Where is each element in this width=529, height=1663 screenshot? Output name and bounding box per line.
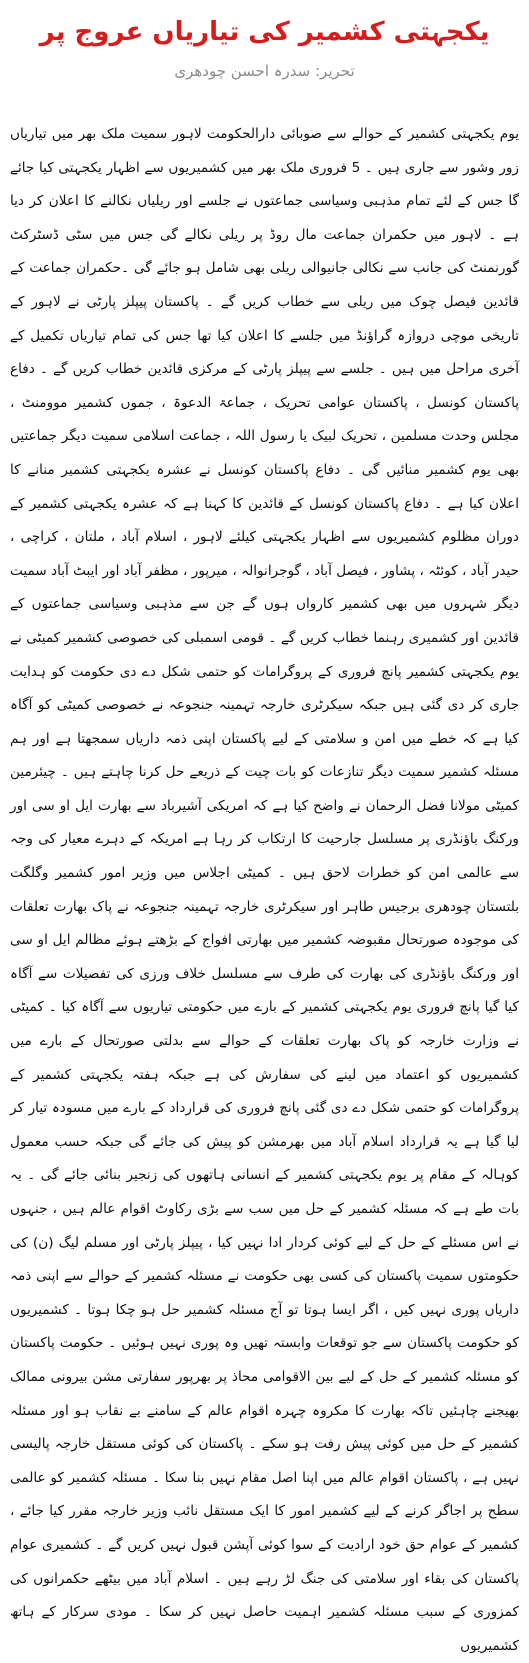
article-headline: یکجہتی کشمیر کی تیاریاں عروج پر [39,17,490,47]
article-paragraph: یوم یکجہتی کشمیر کے حوالے سے صوبائی دارالحکومت لاہور سمیت ملک بھر میں تیاریاں زور وشور سے جاری ہیں ۔ 5 فروری ملک بھر میں کشمیریوں سے اظہار یکجہتی کیا جائے گا جس کے لئے تمام مذہبی وسیاسی جماعتوں نے جلسے اور ریلیاں نکالنے کا اعلان کر دیا ہے ۔ لاہور میں حکمران جماعت مال روڈ پر ریلی نکالے گی جس میں سٹی ڈسٹرکٹ گورنمنٹ کی جانب سے نکالی جانیوالی ریلی بھی شامل ہو جائے گی ۔حکمران جماعت کے قائدین فیصل چوک میں ریلی سے خطاب کریں گے ۔ پاکستان پیپلز پارٹی نے لاہور کے تاریخی موچی دروازہ گراؤنڈ میں جلسے کا اعلان کیا تھا جس کی تمام تیاریاں تکمیل کے آخری مراحل میں ہیں ۔ جلسے سے پیپلز پارٹی کے مرکزی قائدین خطاب کریں گے ۔ دفاع پاکستان کونسل ، پاکستان عوامی تحریک ، جماعۃ الدعوۃ ، جموں کشمیر موومنٹ ، مجلس وحدت مسلمین ، تحریک لبیک یا رسول اللہ ، جماعت اسلامی سمیت دیگر جماعتیں بھی یوم کشمیر منائیں گی ۔ دفاع پاکستان کونسل نے عشرہ یکجہتی کشمیر منانے کا اعلان کیا ہے ۔ دفاع پاکستان کونسل کے قائدین کا کہنا ہے کہ عشرہ یکجہتی کشمیر کے دوران مظلوم کشمیریوں سے اظہار یکجہتی کیلئے لاہور ، اسلام آباد ، ملتان ، کراچی ، حیدر آباد ، کوئٹہ ، پشاور ، فیصل آباد ، گوجرانوالہ ، میرپور ، مظفر آباد اور ایبٹ آباد سمیت دیگر شہروں میں بھی کشمیر کارواں ہوں گے جن سے مذہبی وسیاسی جماعتوں کے قائدین اور کشمیری رہنما خطاب کریں گے ۔ قومی اسمبلی کی خصوصی کشمیر کمیٹی نے یوم یکجہتی کشمیر پانچ فروری کے پروگرامات کو حتمی شکل دے دی حکومت کو ہدایت جاری کر دی گئی ہیں جبکہ سیکرٹری خارجہ تہمینہ جنجوعہ نے خصوصی کمیٹی کو آگاہ کیا ہے کہ خطے میں امن و سلامتی کے لیے پاکستان اپنی ذمہ داریاں سمجھتا ہے اور ہم مسئلہ کشمیر سمیت دیگر تنازعات کو بات چیت کے ذریعے حل کرنا چاہتے ہیں ۔ چیئرمین کمیٹی مولانا فضل الرحمان نے واضح کیا ہے کہ امریکی آشیرباد سے بھارت ایل او سی اور ورکنگ باؤنڈری پر مسلسل جارحیت کا ارتکاب کر رہا ہے امریکہ کے دہرے معیار کی وجہ سے عالمی امن کو خطرات لاحق ہیں ۔ کمیٹی اجلاس میں وزیر امور کشمیر وگلگت بلتستان چودھری برجیس طاہر اور سیکرٹری خارجہ تہمینہ جنجوعہ نے پاک بھارت تعلقات کی موجودہ صورتحال مقبوضہ کشمیر میں بھارتی افواج کے بڑھتے ہوئے مظالم ایل او سی اور ورکنگ باؤنڈری کی بھارت کی طرف سے مسلسل خلاف ورزی کی تفصیلات سے آگاہ کیا گیا پانچ فروری یوم یکجہتی کشمیر کے بارے میں حکومتی تیاریوں سے آگاہ کیا ۔ کمیٹی نے وزارت خارجہ کو پاک بھارت تعلقات کے حوالے سے بدلتی صورتحال کے بارے میں کشمیریوں کو اعتماد میں لینے کی سفارش کی ہے جبکہ ہفتہ یکجہتی کشمیر کے پروگرامات کو حتمی شکل دے دی گئی پانچ فروری کی قرارداد کے بارے میں مسودہ تیار کر لیا گیا ہے یہ قرارداد اسلام آباد میں بھرمشن کو پیش کی جائے گی جبکہ حسب معمول کوہالہ کے مقام پر یوم یکجہتی کشمیر کے انسانی ہاتھوں کی زنجیر بنائی جائے گی ۔ یہ بات طے ہے کہ مسئلہ کشمیر کے حل میں سب سے بڑی رکاوٹ اقوام عالم ہیں ، جنہوں نے اس مسئلے کے حل کے لیے کوئی کردار ادا نہیں کیا ، پیپلز پارٹی اور مسلم لیگ (ن) کی حکومتوں سمیت پاکستان کی کسی بھی حکومت نے مسئلہ کشمیر کے حوالے سے اپنی ذمہ داریاں پوری نہیں کیں ، اگر ایسا ہوتا تو آج مسئلہ کشمیر حل ہو چکا ہوتا ۔ کشمیریوں کو حکومت پاکستان سے جو توقعات وابستہ تھیں وہ پوری نہیں ہوئیں ۔ حکومت پاکستان کو مسئلہ کشمیر کے حل کے لیے بین الاقوامی محاذ پر بھرپور سفارتی مشن بیرونی ممالک بھیجنے چاہئیں تاکہ بھارت کا مکروہ چہرہ اقوام عالم کے سامنے بے نقاب ہو اور مسئلہ کشمیر کے حل میں کوئی پیش رفت ہو سکے ۔ پاکستان کی کوئی مستقل خارجہ پالیسی نہیں ہے ، پاکستان اقوام عالم میں اپنا اصل مقام نہیں بنا سکا ۔ مسئلہ کشمیر کو عالمی سطح پر اجاگر کرنے کے لیے کشمیر امور کا ایک مستقل نائب وزیر خارجہ مقرر کیا جائے ، کشمیر کے عوام حق خود ارادیت کے سوا کوئی آپشن قبول نہیں کریں گے ۔ کشمیری عوام پاکستان کی بقاء اور سلامتی کی جنگ لڑ رہے ہیں ۔ اسلام آباد میں بیٹھے حکمرانوں کی کمزوری کے سبب مسئلہ کشمیر اہمیت حاصل نہیں کر سکا ۔ مودی سرکار کے ہاتھ کشمیریوں [10,126,519,1654]
article-byline: تحریر: سدرہ احسن چودھری [174,62,355,80]
article-body [10,118,519,1663]
